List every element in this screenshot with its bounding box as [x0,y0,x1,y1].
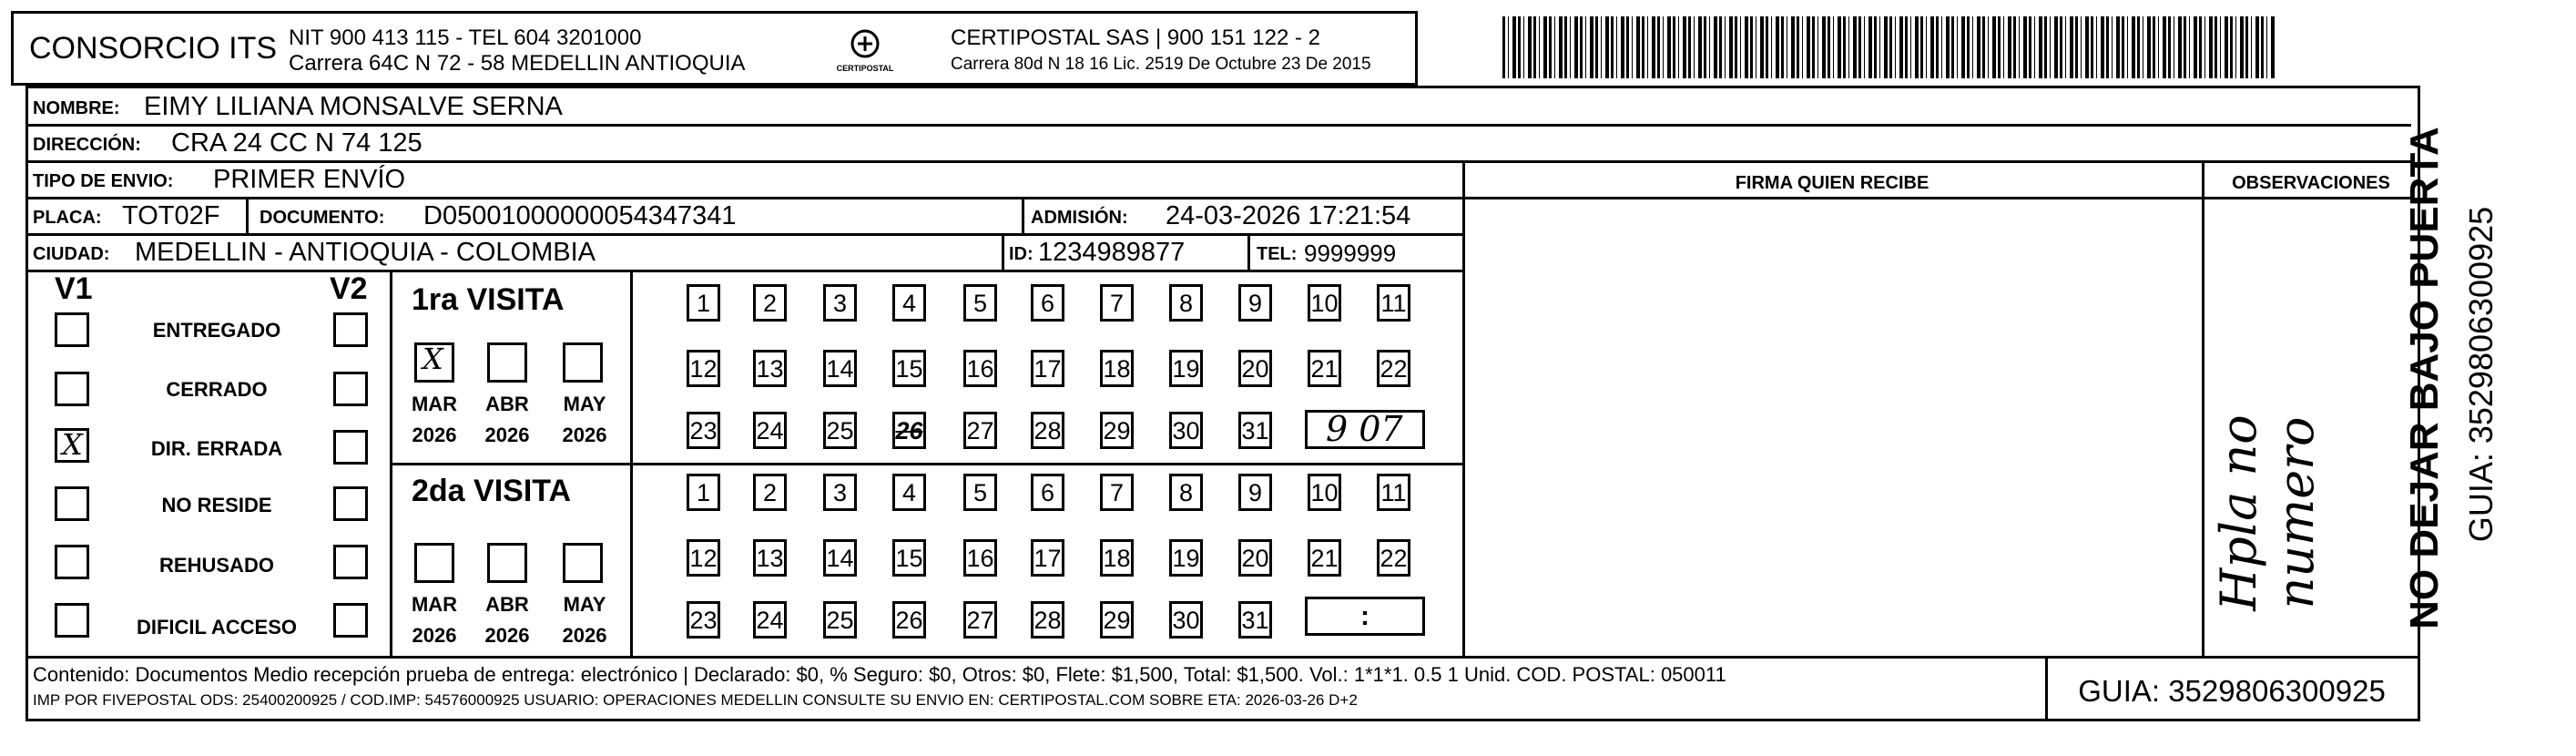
first-month-label-mar: MAR [411,393,458,415]
row-divider [25,270,1464,272]
cell-divider [1022,197,1024,233]
carrier-name: CERTIPOSTAL SAS | 900 151 122 - 2 [951,26,1320,50]
first-visit-day-19[interactable]: 19 [1169,350,1203,387]
v1-checkbox-rehusado[interactable] [55,545,89,579]
v1-checkbox-dir-errada[interactable] [55,428,89,463]
signature-col-left [1462,160,1465,656]
city-label: CIUDAD: [33,244,110,264]
plate-label: PLACA: [33,208,102,228]
company-address: Carrera 64C N 72 - 58 MEDELLIN ANTIOQUIA [289,51,746,76]
footer-guia: GUIA: 3529806300925 [2078,674,2386,708]
document-label: DOCUMENTO: [260,208,385,228]
first-visit-day-28[interactable]: 28 [1031,412,1064,449]
admission-label: ADMISIÓN: [1031,208,1128,228]
first-visit-day-23[interactable]: 23 [687,412,720,449]
second-visit-day-20[interactable]: 20 [1238,539,1272,577]
first-visit-day-11[interactable]: 11 [1377,284,1410,322]
admission-value: 24-03-2026 17:21:54 [1166,201,1411,230]
first-visit-day-25[interactable]: 25 [823,412,857,449]
second-visit-day-24[interactable]: 24 [753,601,787,639]
first-visit-day-8[interactable]: 8 [1169,284,1203,322]
second-month-label-may: MAY [563,593,606,616]
first-visit-day-15[interactable]: 15 [892,350,926,387]
second-visit-day-18[interactable]: 18 [1100,539,1134,577]
first-visit-day-1[interactable]: 1 [687,284,720,322]
first-month-label-may: MAY [563,393,606,415]
first-visit-day-10[interactable]: 10 [1308,284,1341,322]
side-guia: GUIA: 3529806300925 [2462,206,2500,543]
second-visit-day-22[interactable]: 22 [1377,539,1410,577]
first-visit-month-box-mar[interactable] [414,342,454,383]
second-year-label-mar: 2026 [412,624,457,647]
no-dejar-warning: NO DEJAR BAJO PUERTA [2402,127,2447,629]
second-visit-day-12[interactable]: 12 [687,539,720,577]
first-visit-title: 1ra VISITA [412,282,565,317]
second-visit-day-28[interactable]: 28 [1031,601,1064,639]
id-label: ID: [1009,244,1033,264]
status-label-no-reside: NO RESIDE [161,494,272,516]
second-year-label-abr: 2026 [484,624,530,647]
first-visit-day-2[interactable]: 2 [753,284,787,322]
second-visit-day-10[interactable]: 10 [1308,474,1341,511]
first-visit-time: 9 07 [1326,409,1403,449]
v2-checkbox-no-reside[interactable] [333,486,368,521]
cell-divider [1002,233,1004,270]
observations-col-left [2202,160,2204,656]
second-visit-month-box-abr[interactable] [487,543,527,583]
first-visit-day-13[interactable]: 13 [753,350,787,387]
second-visit-day-19[interactable]: 19 [1169,539,1203,577]
first-year-label-mar: 2026 [412,424,457,446]
dir-errada-mark: X [62,427,83,462]
recipient-address: CRA 24 CC N 74 125 [171,128,423,158]
name-label: NOMBRE: [33,98,120,118]
city-value: MEDELLIN - ANTIOQUIA - COLOMBIA [135,238,596,267]
v2-checkbox-cerrado[interactable] [333,372,368,406]
second-visit-day-14[interactable]: 14 [823,539,857,577]
second-visit-time: : [1360,601,1369,631]
first-visit-time-box[interactable] [1305,410,1425,449]
logo-text: CERTIPOSTAL [836,64,894,73]
first-visit-day-22[interactable]: 22 [1377,350,1410,387]
first-visit-day-20[interactable]: 20 [1238,350,1272,387]
first-visit-day-26[interactable]: 26 [892,412,926,449]
second-visit-day-27[interactable]: 27 [963,601,997,639]
second-visit-day-6[interactable]: 6 [1031,474,1064,511]
second-visit-day-31[interactable]: 31 [1238,601,1272,639]
first-visit-day-27[interactable]: 27 [963,412,997,449]
status-label-dir-errada: DIR. ERRADA [150,437,283,460]
second-visit-day-4[interactable]: 4 [892,474,926,511]
visit-month-divider [630,270,633,656]
second-visit-day-13[interactable]: 13 [753,539,787,577]
first-visit-day-4[interactable]: 4 [892,284,926,322]
v2-checkbox-rehusado[interactable] [333,545,368,579]
footer-divider [25,656,2420,659]
first-visit-day-16[interactable]: 16 [963,350,997,387]
second-visit-month-box-mar[interactable] [414,543,454,583]
first-month-label-abr: ABR [485,393,529,415]
second-visit-day-30[interactable]: 30 [1169,601,1203,639]
observations-header: OBSERVACIONES [2232,173,2390,193]
v1-checkbox-dificil-acceso[interactable] [55,603,89,638]
first-visit-month-mark: X [423,342,443,376]
document-value: D05001000000054347341 [423,201,737,230]
second-year-label-may: 2026 [562,624,607,647]
observation-note: Hpla no numero [2210,414,2325,611]
first-visit-month-box-abr[interactable] [487,342,527,383]
v2-checkbox-dir-errada[interactable] [333,430,368,465]
second-visit-day-5[interactable]: 5 [963,474,997,511]
v2-label: V2 [330,271,368,306]
tel-label: TEL: [1257,244,1298,264]
second-visit-day-9[interactable]: 9 [1238,474,1272,511]
first-visit-day-6[interactable]: 6 [1031,284,1064,322]
v1-checkbox-entregado[interactable] [55,312,89,347]
first-visit-day-12[interactable]: 12 [687,350,720,387]
second-month-label-mar: MAR [411,593,458,616]
id-value: 1234989877 [1038,238,1186,267]
imp-line: IMP POR FIVEPOSTAL ODS: 25400200925 / COD.IMP: 54576000925 USUARIO: OPERACIONES MEDELLIN CONSULTE SU ENVIO EN: CERTIPOSTAL.COM SOBRE ETA: 2026-03-26 D+2 [33,691,1358,709]
second-visit-day-3[interactable]: 3 [823,474,857,511]
carrier-license: Carrera 80d N 18 16 Lic. 2519 De Octubre 23 De 2015 [951,55,1371,74]
status-label-cerrado: CERRADO [166,378,268,401]
address-label: DIRECCIÓN: [33,135,141,155]
certipostal-logo [833,26,897,80]
company-name: CONSORCIO ITS [29,31,278,66]
v2-checkbox-entregado[interactable] [333,312,368,347]
first-visit-day-21[interactable]: 21 [1308,350,1341,387]
status-label-dificil-acceso: DIFICIL ACCESO [136,616,297,639]
recipient-name: EIMY LILIANA MONSALVE SERNA [144,92,563,121]
second-visit-month-box-may[interactable] [563,543,603,583]
cell-divider [1247,233,1250,270]
second-visit-day-26[interactable]: 26 [892,601,926,639]
second-visit-day-8[interactable]: 8 [1169,474,1203,511]
second-visit-title: 2da VISITA [412,474,572,508]
shipping-type: PRIMER ENVÍO [213,165,406,194]
second-visit-day-2[interactable]: 2 [753,474,787,511]
row-divider [25,124,2411,127]
second-visit-day-1[interactable]: 1 [687,474,720,511]
second-visit-day-7[interactable]: 7 [1100,474,1134,511]
v1-checkbox-cerrado[interactable] [55,372,89,406]
first-year-label-may: 2026 [562,424,607,446]
shipping-type-label: TIPO DE ENVIO: [33,171,174,191]
signature-header: FIRMA QUIEN RECIBE [1735,173,1929,193]
first-visit-day-24[interactable]: 24 [753,412,787,449]
cell-divider [246,197,249,233]
second-visit-day-25[interactable]: 25 [823,601,857,639]
second-visit-day-21[interactable]: 21 [1308,539,1341,577]
company-nit: NIT 900 413 115 - TEL 604 3201000 [289,26,642,50]
v2-checkbox-dificil-acceso[interactable] [333,603,368,638]
first-visit-day-14[interactable]: 14 [823,350,857,387]
first-visit-day-7[interactable]: 7 [1100,284,1134,322]
plate-value: TOT02F [122,201,220,230]
second-visit-day-16[interactable]: 16 [963,539,997,577]
first-visit-day-17[interactable]: 17 [1031,350,1064,387]
row-divider [25,160,2411,163]
first-year-label-abr: 2026 [484,424,530,446]
second-visit-day-17[interactable]: 17 [1031,539,1064,577]
second-month-label-abr: ABR [485,593,529,616]
second-visit-time-box[interactable] [1305,597,1425,636]
content-line: Contenido: Documentos Medio recepción prueba de entrega: electrónico | Declarado: $0, % Seguro: $0, Otros: $0, Flete: $1,500, Total: $1,500. Vol.: 1*1*1. 0.5 1 Unid. COD. POSTAL: 050011 [33,663,1726,686]
v1-label: V1 [55,271,93,306]
first-visit-day-5[interactable]: 5 [963,284,997,322]
row-divider [25,197,2411,199]
first-visit-day-3[interactable]: 3 [823,284,857,322]
v1-checkbox-no-reside[interactable] [55,486,89,521]
status-label-entregado: ENTREGADO [152,319,281,342]
first-visit-day-31[interactable]: 31 [1238,412,1272,449]
first-visit-day-30[interactable]: 30 [1169,412,1203,449]
second-visit-day-29[interactable]: 29 [1100,601,1134,639]
first-visit-month-box-may[interactable] [563,342,603,383]
second-visit-day-15[interactable]: 15 [892,539,926,577]
first-visit-day-18[interactable]: 18 [1100,350,1134,387]
second-visit-day-11[interactable]: 11 [1377,474,1410,511]
first-visit-day-9[interactable]: 9 [1238,284,1272,322]
status-label-rehusado: REHUSADO [159,554,274,577]
second-visit-day-23[interactable]: 23 [687,601,720,639]
tel-value: 9999999 [1304,240,1397,267]
first-visit-day-29[interactable]: 29 [1100,412,1134,449]
visit-divider [390,463,1464,465]
barcode [1502,16,2276,78]
